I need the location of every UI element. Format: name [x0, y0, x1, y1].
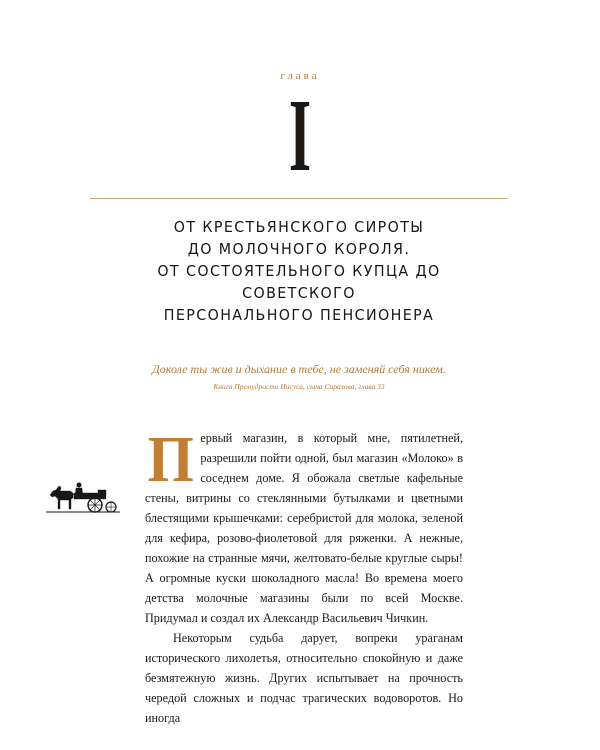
chapter-numeral: I — [288, 78, 312, 193]
horse-cart-illustration — [46, 478, 120, 514]
chapter-title-line: ОТ СОСТОЯТЕЛЬНОГО КУПЦА ДО СОВЕТСКОГО — [157, 262, 441, 302]
epigraph-quote: Доколе ты жив и дыхание в тебе, не заменяй себя никем. — [152, 362, 446, 376]
drop-cap: П — [147, 423, 194, 496]
paragraph — [145, 423, 463, 628]
epigraph-source: Книга Премудрости Иисуса, сына Сирахова, глава 33 — [213, 382, 385, 391]
chapter-body — [145, 423, 463, 728]
paragraph-text: ервый магазин, в который мне, пятилетней, разрешили пойти одной, был магазин «Молоко» в соседнем доме. Я обожала светлые кафельные стены, витрины со стеклянными бутылками и цветными блестящими крышечками: серебристой для молока, зеленой для кефира, розово-фиолетовой для ряженки. А нежные, похожие на странные мячи, желтовато-белые круглые сыры! А огромные куски шоколадного масла! Во времена моего детства молочные магазины были по всей Москве. Придумал и создал их Александр Васильевич Чичкин. — [145, 431, 463, 625]
chapter-title-line: ПЕРСОНАЛЬНОГО ПЕНСИОНЕРА — [163, 306, 435, 324]
chapter-title-line: ДО МОЛОЧНОГО КОРОЛЯ. — [187, 240, 411, 258]
chapter-title-line: ОТ КРЕСТЬЯНСКОГО СИРОТЫ — [173, 218, 425, 236]
chapter-divider — [90, 198, 508, 199]
chapter-title — [90, 216, 508, 326]
paragraph: Некоторым судьба дарует, вопреки ураганам исторического лихолетья, относительно спокойную и даже безмятежную жизнь. Других испытывает на прочность чередой сложных и подчас трагических водоворотов. Но иногда — [145, 631, 463, 725]
chapter-label: глава — [280, 70, 320, 82]
